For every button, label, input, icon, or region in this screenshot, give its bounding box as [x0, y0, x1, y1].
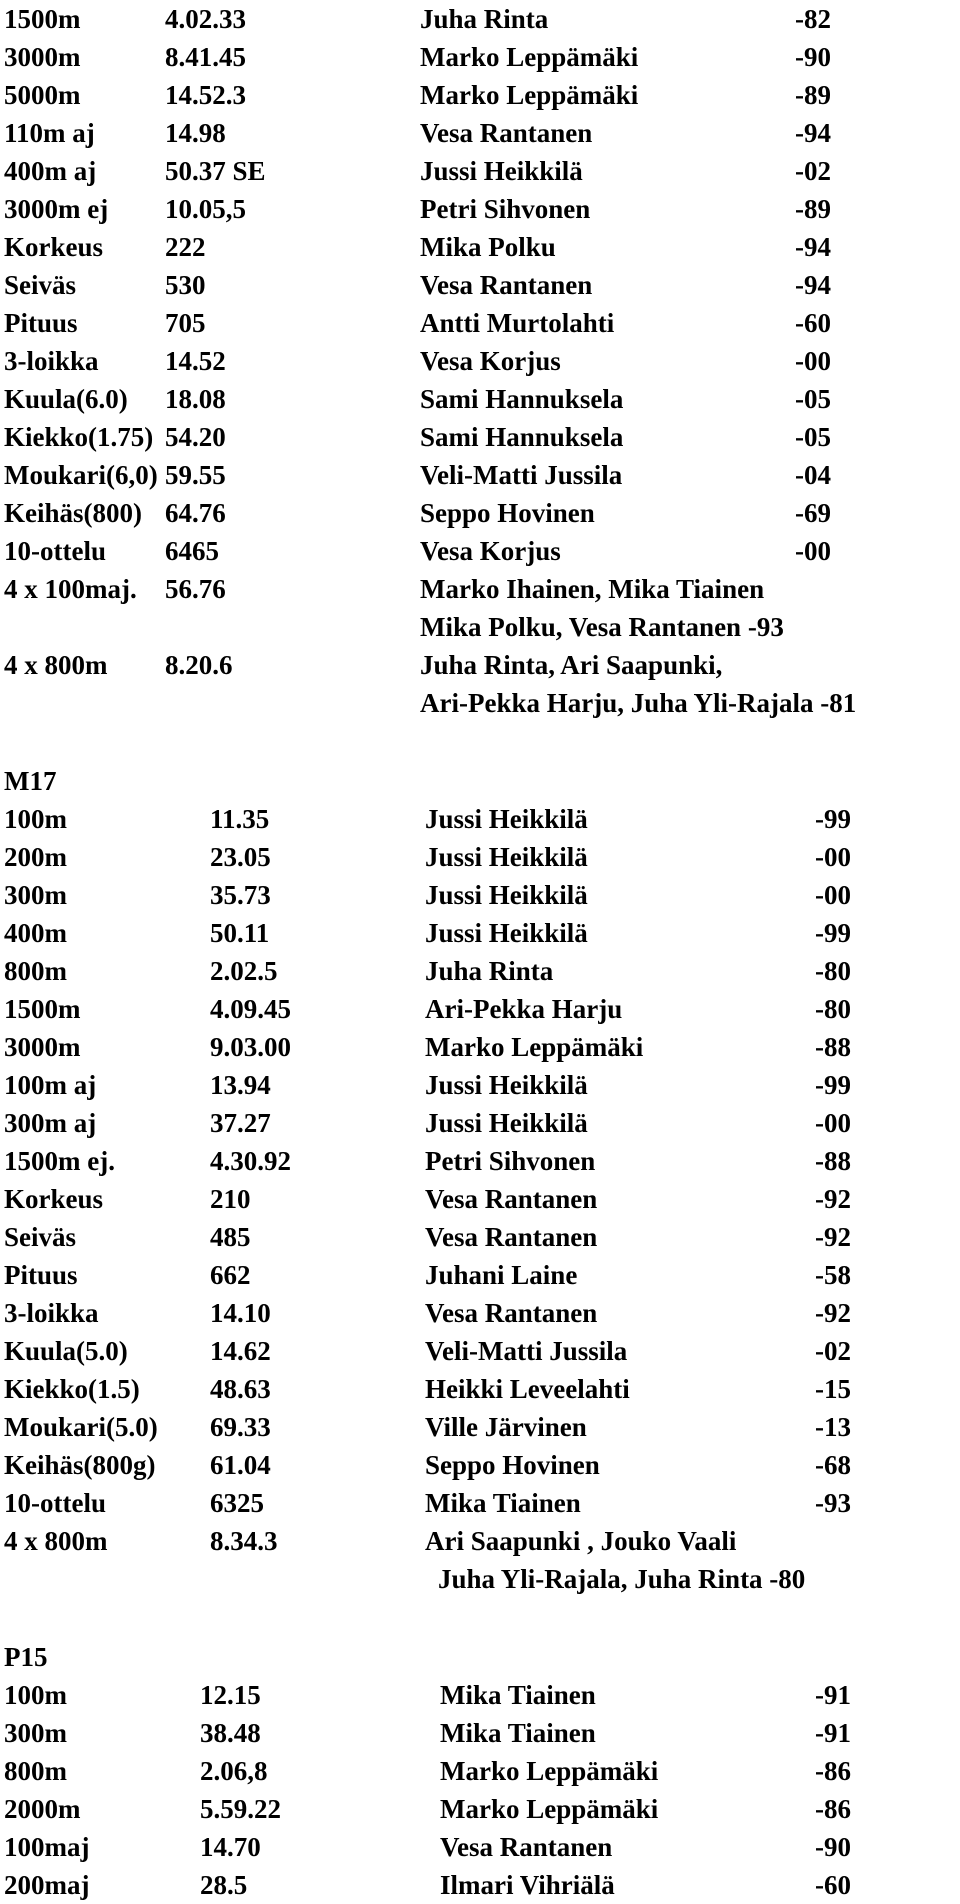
- result-value: 23.05: [210, 842, 271, 872]
- record-year: -99: [815, 804, 851, 834]
- record-year: -00: [815, 880, 851, 910]
- athlete-name: Vesa Rantanen: [440, 1832, 613, 1862]
- result-value: 10.05,5: [165, 194, 246, 224]
- table-row: [0, 532, 960, 570]
- result-value: 11.35: [210, 804, 270, 834]
- event-name: 2000m: [4, 1794, 81, 1824]
- record-year: -93: [815, 1488, 851, 1518]
- table-row: [0, 1484, 960, 1522]
- result-value: 38.48: [200, 1718, 261, 1748]
- athlete-name: Marko Leppämäki: [440, 1756, 659, 1786]
- result-value: 530: [165, 270, 206, 300]
- athlete-name: Marko Ihainen, Mika Tiainen: [420, 574, 765, 604]
- athlete-name: Marko Leppämäki: [440, 1794, 659, 1824]
- event-name: 3000m ej: [4, 194, 109, 224]
- athlete-name: Marko Leppämäki: [420, 80, 639, 110]
- table-row: [0, 1522, 960, 1560]
- table-row-continuation: [0, 684, 960, 722]
- record-year: -02: [795, 156, 831, 186]
- event-name: 300m: [4, 880, 67, 910]
- table-row: [0, 1866, 960, 1904]
- athlete-name: Ari Saapunki , Jouko Vaali: [425, 1526, 737, 1556]
- athlete-name: Mika Polku: [420, 232, 556, 262]
- athlete-name: Jussi Heikkilä: [425, 842, 588, 872]
- result-value: 12.15: [200, 1680, 261, 1710]
- athlete-name: Heikki Leveelahti: [425, 1374, 630, 1404]
- table-row: [0, 38, 960, 76]
- table-row: [0, 1218, 960, 1256]
- result-value: 2.06,8: [200, 1756, 268, 1786]
- event-name: Keihäs(800g): [4, 1450, 156, 1480]
- athlete-name: Seppo Hovinen: [420, 498, 595, 528]
- table-row: [0, 1714, 960, 1752]
- result-value: 5.59.22: [200, 1794, 281, 1824]
- table-row: [0, 838, 960, 876]
- athlete-name: Jussi Heikkilä: [425, 804, 588, 834]
- result-value: 4.30.92: [210, 1146, 291, 1176]
- result-value: 485: [210, 1222, 251, 1252]
- event-name: 100m aj: [4, 1070, 97, 1100]
- record-year: -91: [815, 1680, 851, 1710]
- table-row: [0, 456, 960, 494]
- table-row: [0, 1790, 960, 1828]
- athlete-name: Jussi Heikkilä: [420, 156, 583, 186]
- result-value: 56.76: [165, 574, 226, 604]
- table-row-continuation: [0, 1560, 960, 1598]
- table-row: [0, 76, 960, 114]
- result-value: 54.20: [165, 422, 226, 452]
- result-value: 2.02.5: [210, 956, 278, 986]
- table-row: [0, 114, 960, 152]
- athlete-name: Veli-Matti Jussila: [420, 460, 623, 490]
- event-name: Kuula(6.0): [4, 384, 128, 414]
- record-year: -60: [795, 308, 831, 338]
- result-value: 48.63: [210, 1374, 271, 1404]
- athlete-name: Sami Hannuksela: [420, 384, 624, 414]
- athlete-name: Marko Leppämäki: [425, 1032, 644, 1062]
- table-row: [0, 1828, 960, 1866]
- record-year: -80: [815, 994, 851, 1024]
- table-row: [0, 1408, 960, 1446]
- event-name: Seiväs: [4, 1222, 77, 1252]
- event-name: 4 x 800m: [4, 650, 108, 680]
- table-row: [0, 152, 960, 190]
- table-row: [0, 418, 960, 456]
- record-year: -00: [815, 842, 851, 872]
- event-name: 3-loikka: [4, 346, 99, 376]
- table-row: [0, 1028, 960, 1066]
- record-year: -00: [815, 1108, 851, 1138]
- result-value: 61.04: [210, 1450, 271, 1480]
- result-value: 8.41.45: [165, 42, 246, 72]
- athlete-name: Juha Rinta, Ari Saapunki,: [420, 650, 723, 680]
- record-year: -00: [795, 346, 831, 376]
- result-value: 9.03.00: [210, 1032, 291, 1062]
- record-year: -90: [795, 42, 831, 72]
- table-row: [0, 646, 960, 684]
- table-row: [0, 1142, 960, 1180]
- result-value: 13.94: [210, 1070, 271, 1100]
- record-year: -89: [795, 80, 831, 110]
- athlete-name: Mika Tiainen: [440, 1680, 596, 1710]
- athlete-name: Ari-Pekka Harju: [425, 994, 623, 1024]
- athlete-name: Vesa Rantanen: [425, 1222, 598, 1252]
- event-name: 400m: [4, 918, 67, 948]
- athlete-name: Juha Rinta: [425, 956, 554, 986]
- table-row: [0, 304, 960, 342]
- table-row: [0, 342, 960, 380]
- event-name: 1500m: [4, 4, 81, 34]
- athlete-name: Jussi Heikkilä: [425, 1070, 588, 1100]
- event-name: 110m aj: [4, 118, 95, 148]
- event-name: 400m aj: [4, 156, 97, 186]
- event-name: Kuula(5.0): [4, 1336, 128, 1366]
- event-name: 300m: [4, 1718, 67, 1748]
- event-name: 1500m ej.: [4, 1146, 115, 1176]
- result-value: 8.34.3: [210, 1526, 278, 1556]
- table-row: [0, 1676, 960, 1714]
- table-row: [0, 1370, 960, 1408]
- event-name: 10-ottelu: [4, 536, 106, 566]
- event-name: 100m: [4, 804, 67, 834]
- table-row: [0, 914, 960, 952]
- athlete-name: Ilmari Vihriälä: [440, 1870, 615, 1900]
- table-row: [0, 952, 960, 990]
- record-year: -82: [795, 4, 831, 34]
- table-row: [0, 494, 960, 532]
- record-year: -90: [815, 1832, 851, 1862]
- result-value: 705: [165, 308, 206, 338]
- result-value: 6325: [210, 1488, 264, 1518]
- record-year: -00: [795, 536, 831, 566]
- athlete-names-continued: Mika Polku, Vesa Rantanen -93: [420, 612, 784, 642]
- athlete-name: Ville Järvinen: [425, 1412, 587, 1442]
- event-name: Moukari(6,0): [4, 460, 158, 490]
- table-row: [0, 1332, 960, 1370]
- record-year: -60: [815, 1870, 851, 1900]
- athlete-name: Jussi Heikkilä: [425, 1108, 588, 1138]
- record-year: -05: [795, 384, 831, 414]
- event-name: Moukari(5.0): [4, 1412, 158, 1442]
- result-value: 8.20.6: [165, 650, 233, 680]
- record-year: -13: [815, 1412, 851, 1442]
- athlete-name: Jussi Heikkilä: [425, 880, 588, 910]
- result-value: 6465: [165, 536, 219, 566]
- section-heading-m17: M17: [4, 766, 57, 796]
- result-value: 50.37 SE: [165, 156, 266, 186]
- event-name: Korkeus: [4, 1184, 104, 1214]
- result-value: 4.09.45: [210, 994, 291, 1024]
- result-value: 14.10: [210, 1298, 271, 1328]
- athlete-name: Petri Sihvonen: [425, 1146, 596, 1176]
- result-value: 14.62: [210, 1336, 271, 1366]
- event-name: 300m aj: [4, 1108, 97, 1138]
- athlete-name: Sami Hannuksela: [420, 422, 624, 452]
- record-year: -80: [815, 956, 851, 986]
- result-value: 28.5: [200, 1870, 248, 1900]
- table-row: [0, 570, 960, 608]
- record-year: -89: [795, 194, 831, 224]
- event-name: 1500m: [4, 994, 81, 1024]
- record-year: -68: [815, 1450, 851, 1480]
- table-row: [0, 1752, 960, 1790]
- result-value: 59.55: [165, 460, 226, 490]
- table-row-continuation: [0, 608, 960, 646]
- table-row: [0, 990, 960, 1028]
- table-row: [0, 1066, 960, 1104]
- table-row: [0, 380, 960, 418]
- table-row: [0, 1104, 960, 1142]
- result-value: 50.11: [210, 918, 270, 948]
- event-name: Pituus: [4, 1260, 78, 1290]
- event-name: 200m: [4, 842, 67, 872]
- record-year: -88: [815, 1032, 851, 1062]
- athlete-name: Vesa Rantanen: [425, 1298, 598, 1328]
- athlete-name: Vesa Korjus: [420, 346, 561, 376]
- result-value: 14.98: [165, 118, 226, 148]
- record-year: -02: [815, 1336, 851, 1366]
- table-row: [0, 0, 960, 38]
- result-value: 14.52.3: [165, 80, 246, 110]
- event-name: 3-loikka: [4, 1298, 99, 1328]
- record-year: -58: [815, 1260, 851, 1290]
- athlete-name: Vesa Rantanen: [420, 270, 593, 300]
- event-name: 100m: [4, 1680, 67, 1710]
- athlete-name: Veli-Matti Jussila: [425, 1336, 628, 1366]
- result-value: 14.52: [165, 346, 226, 376]
- athlete-name: Mika Tiainen: [425, 1488, 581, 1518]
- record-year: -99: [815, 1070, 851, 1100]
- athlete-name: Vesa Rantanen: [425, 1184, 598, 1214]
- athlete-name: Marko Leppämäki: [420, 42, 639, 72]
- athlete-name: Antti Murtolahti: [420, 308, 615, 338]
- record-year: -92: [815, 1298, 851, 1328]
- table-row: [0, 1180, 960, 1218]
- result-value: 222: [165, 232, 206, 262]
- record-year: -86: [815, 1794, 851, 1824]
- record-year: -05: [795, 422, 831, 452]
- table-row: [0, 190, 960, 228]
- event-name: 4 x 100maj.: [4, 574, 137, 604]
- event-name: 200maj: [4, 1870, 90, 1900]
- event-name: 3000m: [4, 42, 81, 72]
- athlete-name: Juha Rinta: [420, 4, 549, 34]
- record-year: -15: [815, 1374, 851, 1404]
- event-name: 10-ottelu: [4, 1488, 106, 1518]
- athlete-name: Vesa Rantanen: [420, 118, 593, 148]
- table-row: [0, 800, 960, 838]
- table-row: [0, 1446, 960, 1484]
- event-name: 100maj: [4, 1832, 90, 1862]
- event-name: Kiekko(1.75): [4, 422, 154, 452]
- record-year: -86: [815, 1756, 851, 1786]
- table-row: [0, 228, 960, 266]
- result-value: 4.02.33: [165, 4, 246, 34]
- event-name: 5000m: [4, 80, 81, 110]
- event-name: Korkeus: [4, 232, 104, 262]
- athlete-name: Vesa Korjus: [420, 536, 561, 566]
- event-name: Kiekko(1.5): [4, 1374, 140, 1404]
- event-name: Keihäs(800): [4, 498, 142, 528]
- athlete-name: Seppo Hovinen: [425, 1450, 600, 1480]
- record-year: -94: [795, 118, 831, 148]
- record-year: -92: [815, 1184, 851, 1214]
- athlete-name: Petri Sihvonen: [420, 194, 591, 224]
- athlete-name: Mika Tiainen: [440, 1718, 596, 1748]
- record-year: -04: [795, 460, 831, 490]
- record-year: -88: [815, 1146, 851, 1176]
- athlete-names-continued: Ari-Pekka Harju, Juha Yli-Rajala -81: [420, 688, 857, 718]
- result-value: 18.08: [165, 384, 226, 414]
- event-name: Pituus: [4, 308, 78, 338]
- athlete-name: Juhani Laine: [425, 1260, 578, 1290]
- table-row: [0, 266, 960, 304]
- record-year: -91: [815, 1718, 851, 1748]
- table-row: [0, 1294, 960, 1332]
- record-year: -69: [795, 498, 831, 528]
- event-name: 800m: [4, 1756, 67, 1786]
- result-value: 64.76: [165, 498, 226, 528]
- section-heading-p15: P15: [4, 1642, 48, 1672]
- athlete-name: Jussi Heikkilä: [425, 918, 588, 948]
- record-year: -94: [795, 270, 831, 300]
- table-row: [0, 1256, 960, 1294]
- event-name: 4 x 800m: [4, 1526, 108, 1556]
- table-row: [0, 876, 960, 914]
- result-value: 69.33: [210, 1412, 271, 1442]
- record-year: -92: [815, 1222, 851, 1252]
- record-year: -94: [795, 232, 831, 262]
- result-value: 37.27: [210, 1108, 271, 1138]
- event-name: Seiväs: [4, 270, 77, 300]
- record-year: -99: [815, 918, 851, 948]
- result-value: 35.73: [210, 880, 271, 910]
- event-name: 800m: [4, 956, 67, 986]
- event-name: 3000m: [4, 1032, 81, 1062]
- athlete-names-continued: Juha Yli-Rajala, Juha Rinta -80: [438, 1564, 806, 1594]
- result-value: 662: [210, 1260, 251, 1290]
- result-value: 210: [210, 1184, 251, 1214]
- result-value: 14.70: [200, 1832, 261, 1862]
